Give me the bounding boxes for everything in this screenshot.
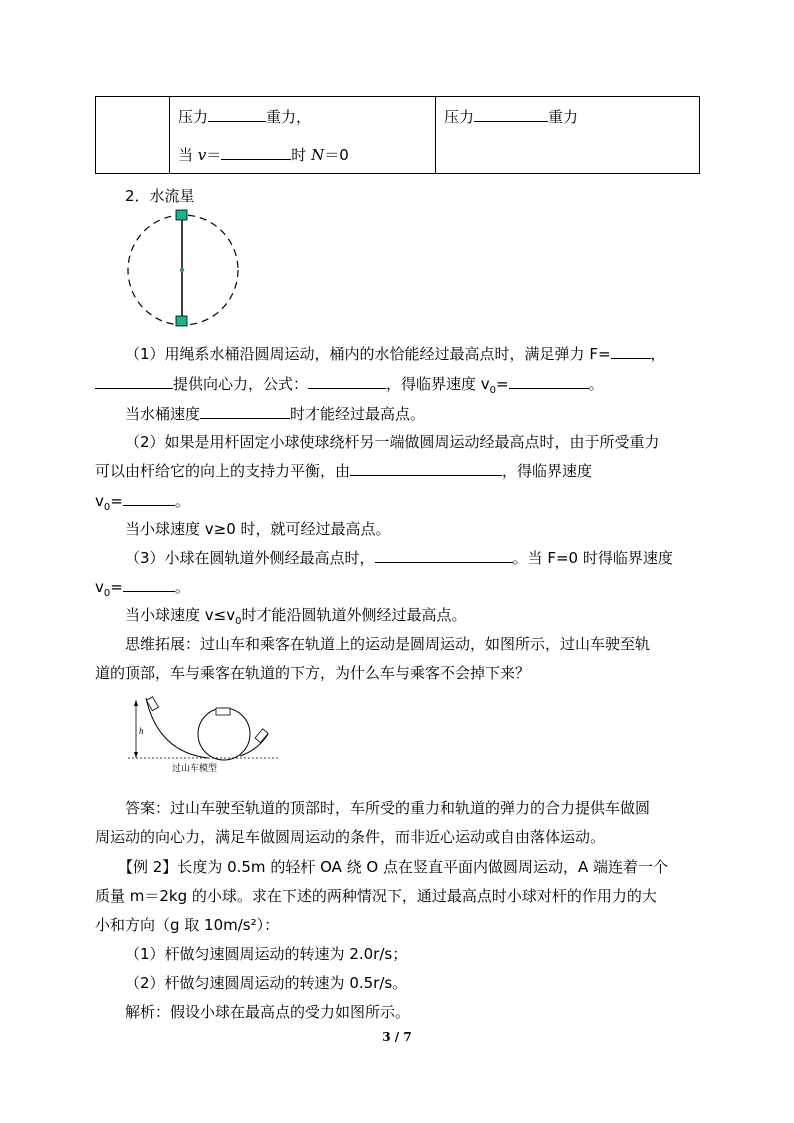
fill-blank[interactable] bbox=[308, 374, 386, 389]
example-2-analysis: 解析：假设小球在最高点的受力如图所示。 bbox=[125, 1003, 411, 1021]
section-title: 2．水流星 bbox=[125, 187, 195, 205]
text: v bbox=[95, 578, 104, 596]
fill-blank[interactable] bbox=[221, 145, 291, 160]
comparison-table bbox=[95, 96, 700, 174]
text: （1）用绳系水桶沿圆周运动，桶内的水恰能经过最高点时，满足弹力 F= bbox=[125, 345, 611, 363]
bucket-top bbox=[176, 210, 187, 220]
arrow-up bbox=[134, 700, 138, 706]
arrow-down bbox=[134, 752, 138, 758]
fill-blank[interactable] bbox=[350, 461, 502, 476]
think-line-2: 道的顶部，车与乘客在轨道的下方，为什么车与乘客不会掉下来？ bbox=[95, 664, 531, 682]
fill-blank[interactable] bbox=[375, 548, 513, 563]
table-cell-rope bbox=[170, 97, 436, 174]
question-3-note bbox=[125, 605, 466, 632]
text: 当水桶速度 bbox=[125, 405, 201, 423]
cell-text: 时 bbox=[291, 146, 307, 164]
text: 。当 F=0 时得临界速度 bbox=[512, 549, 673, 567]
answer-line-1: 答案：过山车驶至轨道的顶部时，车所受的重力和轨道的弹力的合力提供车做圆 bbox=[125, 799, 651, 817]
question-3-line-1 bbox=[125, 548, 673, 568]
text: 提供向心力，公式： bbox=[173, 375, 309, 393]
normal-force-symbol: N bbox=[311, 146, 325, 164]
question-3-line-2 bbox=[95, 577, 190, 604]
subscript: 0 bbox=[489, 385, 497, 396]
fill-blank[interactable] bbox=[474, 107, 548, 122]
subscript: 0 bbox=[235, 616, 242, 627]
text: v bbox=[95, 492, 104, 510]
cell-text: 重力， bbox=[266, 108, 312, 126]
text: = bbox=[110, 578, 123, 596]
question-1-line-2 bbox=[95, 374, 604, 401]
cell-text: 压力 bbox=[444, 108, 475, 126]
question-2-note: 当小球速度 v≥0 时，就可经过最高点。 bbox=[125, 520, 391, 538]
text: 当小球速度 v≤v bbox=[125, 606, 236, 624]
example-2-q2: （2）杆做匀速圆周运动的转速为 0.5r/s。 bbox=[125, 974, 408, 992]
fill-blank[interactable] bbox=[200, 404, 290, 419]
text: = bbox=[110, 492, 123, 510]
question-1-line-1 bbox=[125, 344, 666, 364]
cell-text: ＝ bbox=[206, 146, 222, 164]
text: 时才能沿圆轨道外侧经过最高点。 bbox=[241, 606, 467, 624]
water-meteor-diagram bbox=[122, 206, 244, 330]
answer-line-2: 周运动的向心力，满足车做圆周运动的条件，而非近心运动或自由落体运动。 bbox=[95, 828, 606, 846]
figure-caption: 过山车模型 bbox=[172, 763, 218, 773]
example-2-line-1 bbox=[118, 857, 668, 877]
text: 。 bbox=[174, 492, 190, 510]
table-row bbox=[96, 97, 700, 174]
fill-blank[interactable] bbox=[95, 374, 173, 389]
car-exit bbox=[255, 729, 268, 743]
question-2-line-2 bbox=[95, 461, 592, 481]
text: （3）小球在圆轨道外侧经最高点时， bbox=[125, 549, 375, 567]
text: ，得临界速度 bbox=[502, 462, 593, 480]
fill-blank[interactable] bbox=[208, 107, 266, 122]
question-2-line-3 bbox=[95, 491, 190, 518]
subscript: 0 bbox=[103, 502, 111, 513]
table-cell-label bbox=[96, 97, 170, 174]
bucket-bottom bbox=[176, 316, 187, 326]
center-point bbox=[180, 268, 184, 272]
car-slope bbox=[146, 697, 158, 711]
text: 。 bbox=[174, 578, 190, 596]
text: = bbox=[496, 375, 509, 393]
loop-track bbox=[198, 708, 250, 760]
text: 时才能经过最高点。 bbox=[290, 405, 426, 423]
cell-text: 当 bbox=[178, 146, 194, 164]
example-2-line-2: 质量 m＝2kg 的小球。求在下述的两种情况下，通过最高点时小球对杆的作用力的大 bbox=[95, 887, 657, 905]
cell-text: 压力 bbox=[178, 108, 209, 126]
question-2-line-1: （2）如果是用杆固定小球使球绕杆另一端做圆周运动经最高点时，由于所受重力 bbox=[125, 433, 660, 451]
text: 。 bbox=[588, 375, 604, 393]
text: ， bbox=[650, 345, 666, 363]
fill-blank[interactable] bbox=[611, 344, 651, 359]
fill-blank[interactable] bbox=[123, 577, 175, 592]
question-1-line-3 bbox=[125, 404, 425, 424]
height-label: h bbox=[139, 726, 144, 736]
page-number: 3 / 7 bbox=[382, 1030, 412, 1044]
example-2-q1: （1）杆做匀速圆周运动的转速为 2.0r/s； bbox=[125, 945, 408, 963]
think-line-1: 思维拓展：过山车和乘客在轨道上的运动是圆周运动，如图所示，过山车驶至轨 bbox=[125, 635, 651, 653]
cell-text: ＝0 bbox=[324, 146, 349, 164]
fill-blank[interactable] bbox=[509, 374, 589, 389]
velocity-symbol: v bbox=[197, 146, 207, 164]
cell-text: 重力 bbox=[548, 108, 579, 126]
fill-blank[interactable] bbox=[123, 491, 175, 506]
table-cell-outer bbox=[436, 97, 700, 174]
text: 可以由杆给它的向上的支持力平衡，由 bbox=[95, 462, 351, 480]
car-top bbox=[216, 708, 230, 715]
example-2-line-3: 小和方向（g 取 10m/s²）： bbox=[95, 916, 280, 934]
roller-coaster-diagram bbox=[128, 694, 278, 774]
text: 长度为 0.5m 的轻杆 OA 绕 O 点在竖直平面内做圆周运动，A 端连着一个 bbox=[177, 858, 669, 876]
example-tag: 【例 2】 bbox=[118, 858, 178, 876]
subscript: 0 bbox=[103, 588, 111, 599]
text: ，得临界速度 v bbox=[386, 375, 490, 393]
